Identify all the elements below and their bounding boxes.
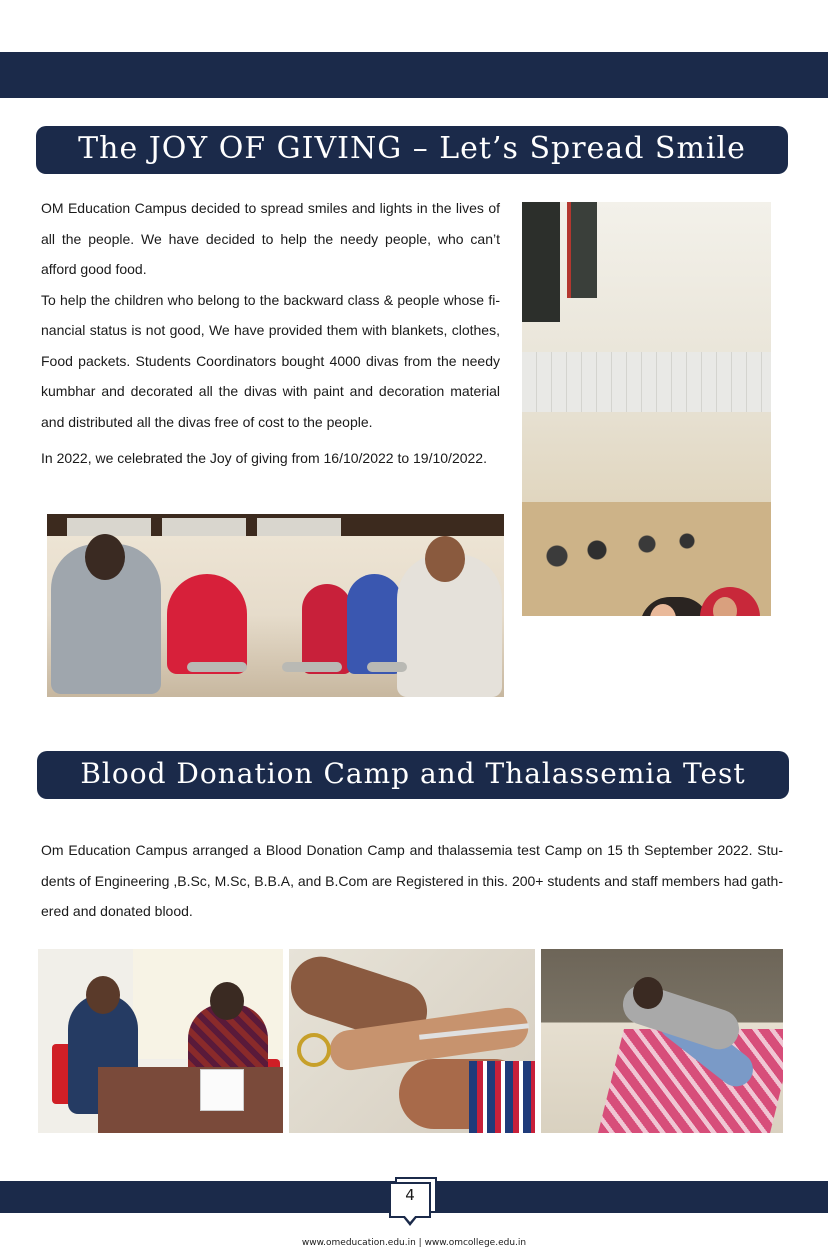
page-number: 4 bbox=[405, 1186, 415, 1204]
blood-test-registration-photo bbox=[38, 949, 283, 1133]
joy-paragraph-2: To help the children who belong to the backward class & people whose fi-nancial status is not good, We have provided them with blankets, clothes, Food packets. Students Coordinators bought 4000 divas from the needy kumbhar and decorated all the divas with paint and decoration material and distributed all the divas free of cost to the people. bbox=[41, 291, 500, 430]
blood-sample-photo bbox=[289, 949, 535, 1133]
blood-paragraph: Om Education Campus arranged a Blood Donation Camp and thalassemia test Camp on 15 th September 2022. Stu-dents of Engineering ,B.Sc, M.Sc, B.B.A, and B.Com are Registered in this. 200+ students and staff members had gath-ered and donated blood. bbox=[41, 842, 783, 919]
joy-paragraph-3: In 2022, we celebrated the Joy of giving from 16/10/2022 to 19/10/2022. bbox=[41, 450, 487, 466]
joy-of-giving-text bbox=[41, 193, 500, 474]
blood-donation-title: Blood Donation Camp and Thalassemia Test Camp bbox=[37, 751, 789, 799]
blood-donation-text bbox=[41, 835, 783, 927]
dining-hall-photo bbox=[522, 202, 771, 616]
joy-paragraph-1: OM Education Campus decided to spread smiles and lights in the lives of all the people. We have decided to help the needy people, who can’t afford good food. bbox=[41, 200, 500, 277]
joy-of-giving-title: The JOY OF GIVING – Let’s Spread Smile bbox=[36, 126, 788, 174]
top-header-band bbox=[0, 52, 828, 98]
blood-donor-photo bbox=[541, 949, 783, 1133]
footer-website-links: www.omeducation.edu.in | www.omcollege.edu.in bbox=[301, 1238, 527, 1248]
feeding-children-photo bbox=[47, 514, 504, 697]
